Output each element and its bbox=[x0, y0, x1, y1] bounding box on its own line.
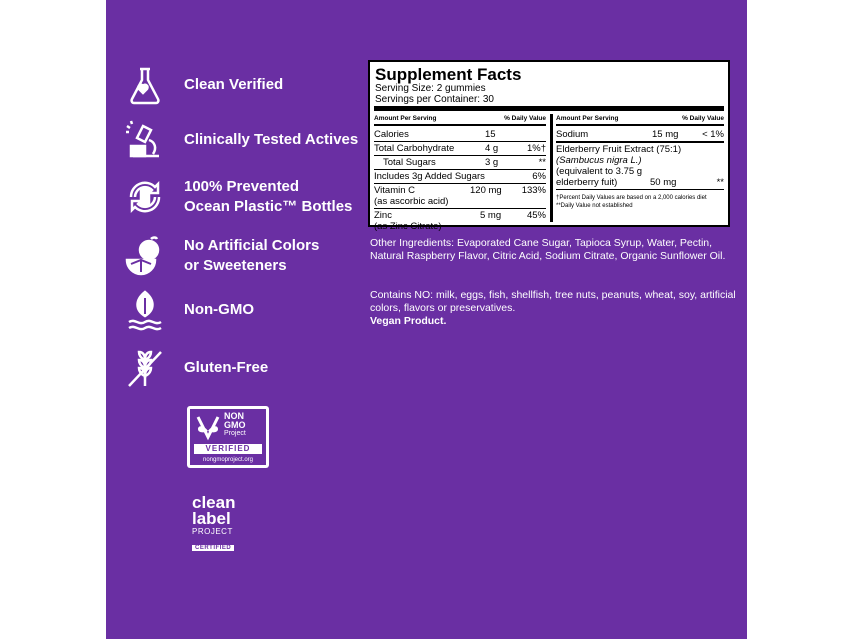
supplement-facts-panel bbox=[368, 60, 730, 232]
claim-non-gmo bbox=[120, 285, 370, 335]
badge-url: nongmoproject.org bbox=[202, 457, 254, 463]
servings-per-container: Servings per Container: 30 bbox=[375, 94, 494, 105]
contains-text: Contains NO: milk, eggs, fish, shellfish, tree nuts, peanuts, wheat, soy, artificial colors, flavors or preservatives. bbox=[370, 289, 736, 314]
column-header: Amount Per Serving % Daily Value bbox=[374, 114, 546, 126]
claim-line: 100% Prevented bbox=[184, 178, 300, 195]
contains-statement bbox=[370, 289, 740, 328]
facts-footnote: †Percent Daily Values are based on a 2,000 calories diet bbox=[556, 195, 707, 201]
facts-row: Zinc (as Zinc Citrate) 5 mg 45% bbox=[374, 210, 546, 232]
recycle-bottle-icon bbox=[120, 172, 170, 222]
badge-text: Project bbox=[224, 430, 246, 437]
badge-text: PROJECT bbox=[192, 527, 233, 536]
microscope-icon bbox=[120, 115, 170, 165]
facts-row: Sodium 15 mg < 1% bbox=[556, 129, 724, 140]
fruit-icon bbox=[120, 231, 170, 281]
column-divider bbox=[550, 114, 553, 222]
facts-title: Supplement Facts bbox=[375, 65, 522, 84]
facts-row: Total Carbohydrate 4 g 1%† bbox=[374, 143, 546, 154]
facts-right-column bbox=[556, 114, 724, 210]
badge-text: CERTIFIED bbox=[192, 545, 234, 551]
non-gmo-project-badge bbox=[187, 406, 269, 468]
facts-row: Elderberry Fruit Extract (75:1) (Sambucus nigra L.) (equivalent to 3.75 g elderberry fuit) 50 mg ** bbox=[556, 144, 724, 188]
wheat-crossed-icon bbox=[120, 343, 170, 393]
claim-clinically-tested bbox=[120, 115, 370, 165]
claim-line: or Sweeteners bbox=[184, 257, 287, 274]
claim-line: No Artificial Colors bbox=[184, 237, 320, 254]
claim-line: Ocean Plastic™ Bottles bbox=[184, 198, 353, 215]
other-ingredients: Other Ingredients: Evaporated Cane Sugar, Tapioca Syrup, Water, Pectin, Natural Raspberry Flavor, Citric Acid, Sodium Citrate, Organic Sunflower Oil. bbox=[370, 237, 726, 262]
facts-row: Vitamin C (as ascorbic acid) 120 mg 133% bbox=[374, 185, 546, 207]
facts-row: Calories 15 bbox=[374, 128, 546, 142]
column-header: Amount Per Serving % Daily Value bbox=[556, 114, 724, 126]
badge-verified: VERIFIED bbox=[194, 444, 262, 454]
badge-text: clean bbox=[192, 493, 236, 512]
facts-footnote: **Daily Value not established bbox=[556, 203, 633, 209]
vegan-statement: Vegan Product. bbox=[370, 315, 447, 327]
serving-size: Serving Size: 2 gummies bbox=[375, 83, 486, 94]
claim-line: Gluten-Free bbox=[184, 359, 269, 376]
claim-ocean-plastic bbox=[120, 172, 370, 222]
flask-heart-icon bbox=[120, 60, 170, 110]
clean-label-project-badge bbox=[192, 495, 272, 554]
claim-line: Clinically Tested Actives bbox=[184, 131, 359, 148]
claim-clean-verified bbox=[120, 60, 370, 110]
badge-text: GMO bbox=[224, 420, 246, 430]
claim-line: Clean Verified bbox=[184, 76, 284, 93]
claim-line: Non-GMO bbox=[184, 301, 254, 318]
purple-panel bbox=[106, 0, 747, 639]
divider-thick bbox=[374, 106, 724, 111]
facts-left-column bbox=[374, 114, 546, 233]
badge-text: NON bbox=[224, 411, 244, 421]
claim-no-artificial bbox=[120, 231, 370, 281]
facts-row: Total Sugars 3 g ** bbox=[374, 156, 546, 170]
claim-gluten-free bbox=[120, 343, 370, 393]
butterfly-icon bbox=[194, 413, 222, 441]
dna-leaf-icon bbox=[120, 285, 170, 335]
badge-text: label bbox=[192, 509, 231, 528]
facts-row: Includes 3g Added Sugars 6% bbox=[374, 171, 546, 182]
